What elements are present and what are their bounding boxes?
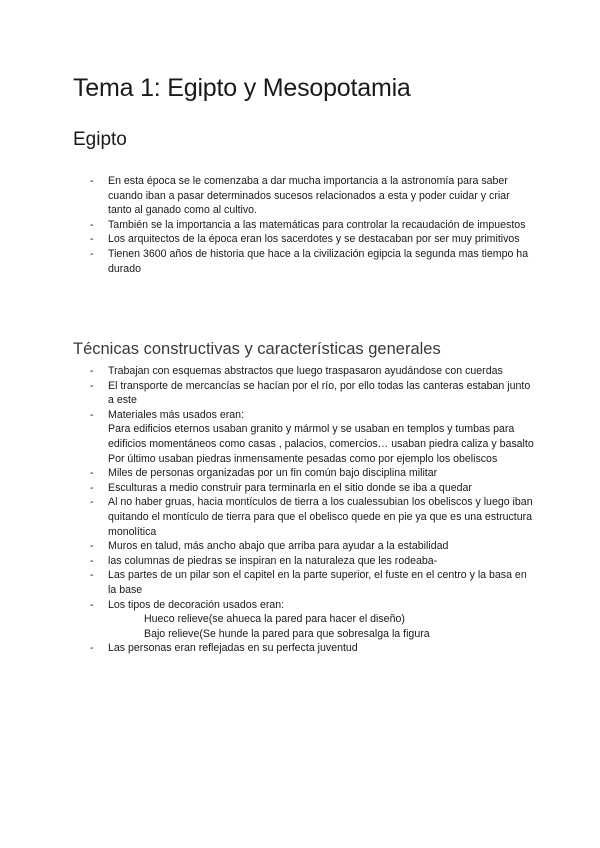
bullet-dash: - [90, 247, 94, 260]
materials-sub-item: Por último usaban piedras inmensamente pesadas como por ejemplo los obeliscos [108, 452, 498, 465]
bullet-dash: - [90, 481, 94, 494]
bullet-dash: - [90, 540, 94, 553]
list-item: - Miles de personas organizadas por un fin común bajo disciplina militar [90, 467, 438, 480]
list-item: - Al no haber gruas, hacia montículos de tierra a los cualessubian los obeliscos y luego iban quitando el montículo de tierra para que el obelisco quede en pie ya que es una estructura monolítica [90, 496, 533, 538]
decoration-sub-item: Bajo relieve(Se hunde la pared para que sobresalga la figura [144, 627, 430, 640]
bullet-dash: - [90, 598, 94, 611]
bullet-dash: - [90, 496, 94, 509]
page-title: Tema 1: Egipto y Mesopotamia [73, 74, 411, 102]
section-heading-egipto: Egipto [73, 129, 127, 150]
bullet-dash: - [90, 218, 94, 231]
bullet-dash: - [90, 175, 94, 187]
list-item: - Muros en talud, más ancho abajo que arriba para ayudar a la estabilidad [90, 540, 449, 553]
list-item: - Las personas eran reflejadas en su perfecta juventud [90, 642, 358, 655]
list-item: - Tienen 3600 años de historia que hace a la civilización egipcia la segunda mas tiempo ha durado [90, 247, 529, 275]
bullet-dash: - [90, 233, 94, 246]
bullet-dash: - [90, 569, 94, 582]
bullet-dash: - [90, 642, 94, 655]
tecnicas-bullet-list [0, 364, 600, 656]
bullet-dash: - [90, 379, 94, 392]
list-item: - En esta época se le comenzaba a dar mucha importancia a la astronomía para saber cuando iban a pasar determinados sucesos relacionados a esta y poder cuidar y criar tanto al ganado como al cultivo. [90, 175, 510, 217]
list-item: - Las partes de un pilar son el capitel en la parte superior, el fuste en el centro y la basa en la base [90, 569, 527, 596]
decoration-sub-item: Hueco relieve(se ahueca la pared para hacer el diseño) [144, 613, 405, 626]
list-item: - Trabajan con esquemas abstractos que luego traspasaron ayudándose con cuerdas [90, 365, 503, 377]
materials-sub-item: Para edificios eternos usaban granito y mármol y se usaban en templos y tumbas para edificios momentáneos como casas , palacios, comercios… usaban piedra caliza y basalto [108, 423, 534, 450]
section-heading-tecnicas: Técnicas constructivas y características generales [73, 340, 441, 358]
list-item: - El transporte de mercancías se hacían por el río, por ello todas las canteras estaban junto a este [90, 379, 531, 407]
list-item: - Los tipos de decoración usados eran: Hueco relieve(se ahueca la pared para hacer el diseño) Bajo relieve(Se hunde la pared para que sobresalga la figura [0, 598, 600, 642]
list-item: - Esculturas a medio construir para terminarla en el sitio donde se iba a quedar [90, 481, 472, 494]
bullet-dash: - [90, 554, 94, 567]
list-item: - También se la importancia a las matemáticas para controlar la recaudación de impuestos [90, 218, 526, 231]
list-item: - Materiales más usados eran: Para edificios eternos usaban granito y mármol y se usaban en templos y tumbas para edificios momentáneos como casas , palacios, comercios… usaban piedra caliza y basalto Por último usaban piedras inmensamente pesadas como por ejemplo los obeliscos [90, 408, 534, 465]
egipto-bullet-list [0, 174, 600, 276]
list-item: - Los arquitectos de la época eran los sacerdotes y se destacaban por ser muy primitivos [90, 233, 520, 246]
bullet-dash: - [90, 408, 94, 421]
bullet-dash: - [90, 365, 94, 377]
bullet-dash: - [90, 467, 94, 480]
list-item: - las columnas de piedras se inspiran en la naturaleza que les rodeaba- [90, 554, 438, 567]
